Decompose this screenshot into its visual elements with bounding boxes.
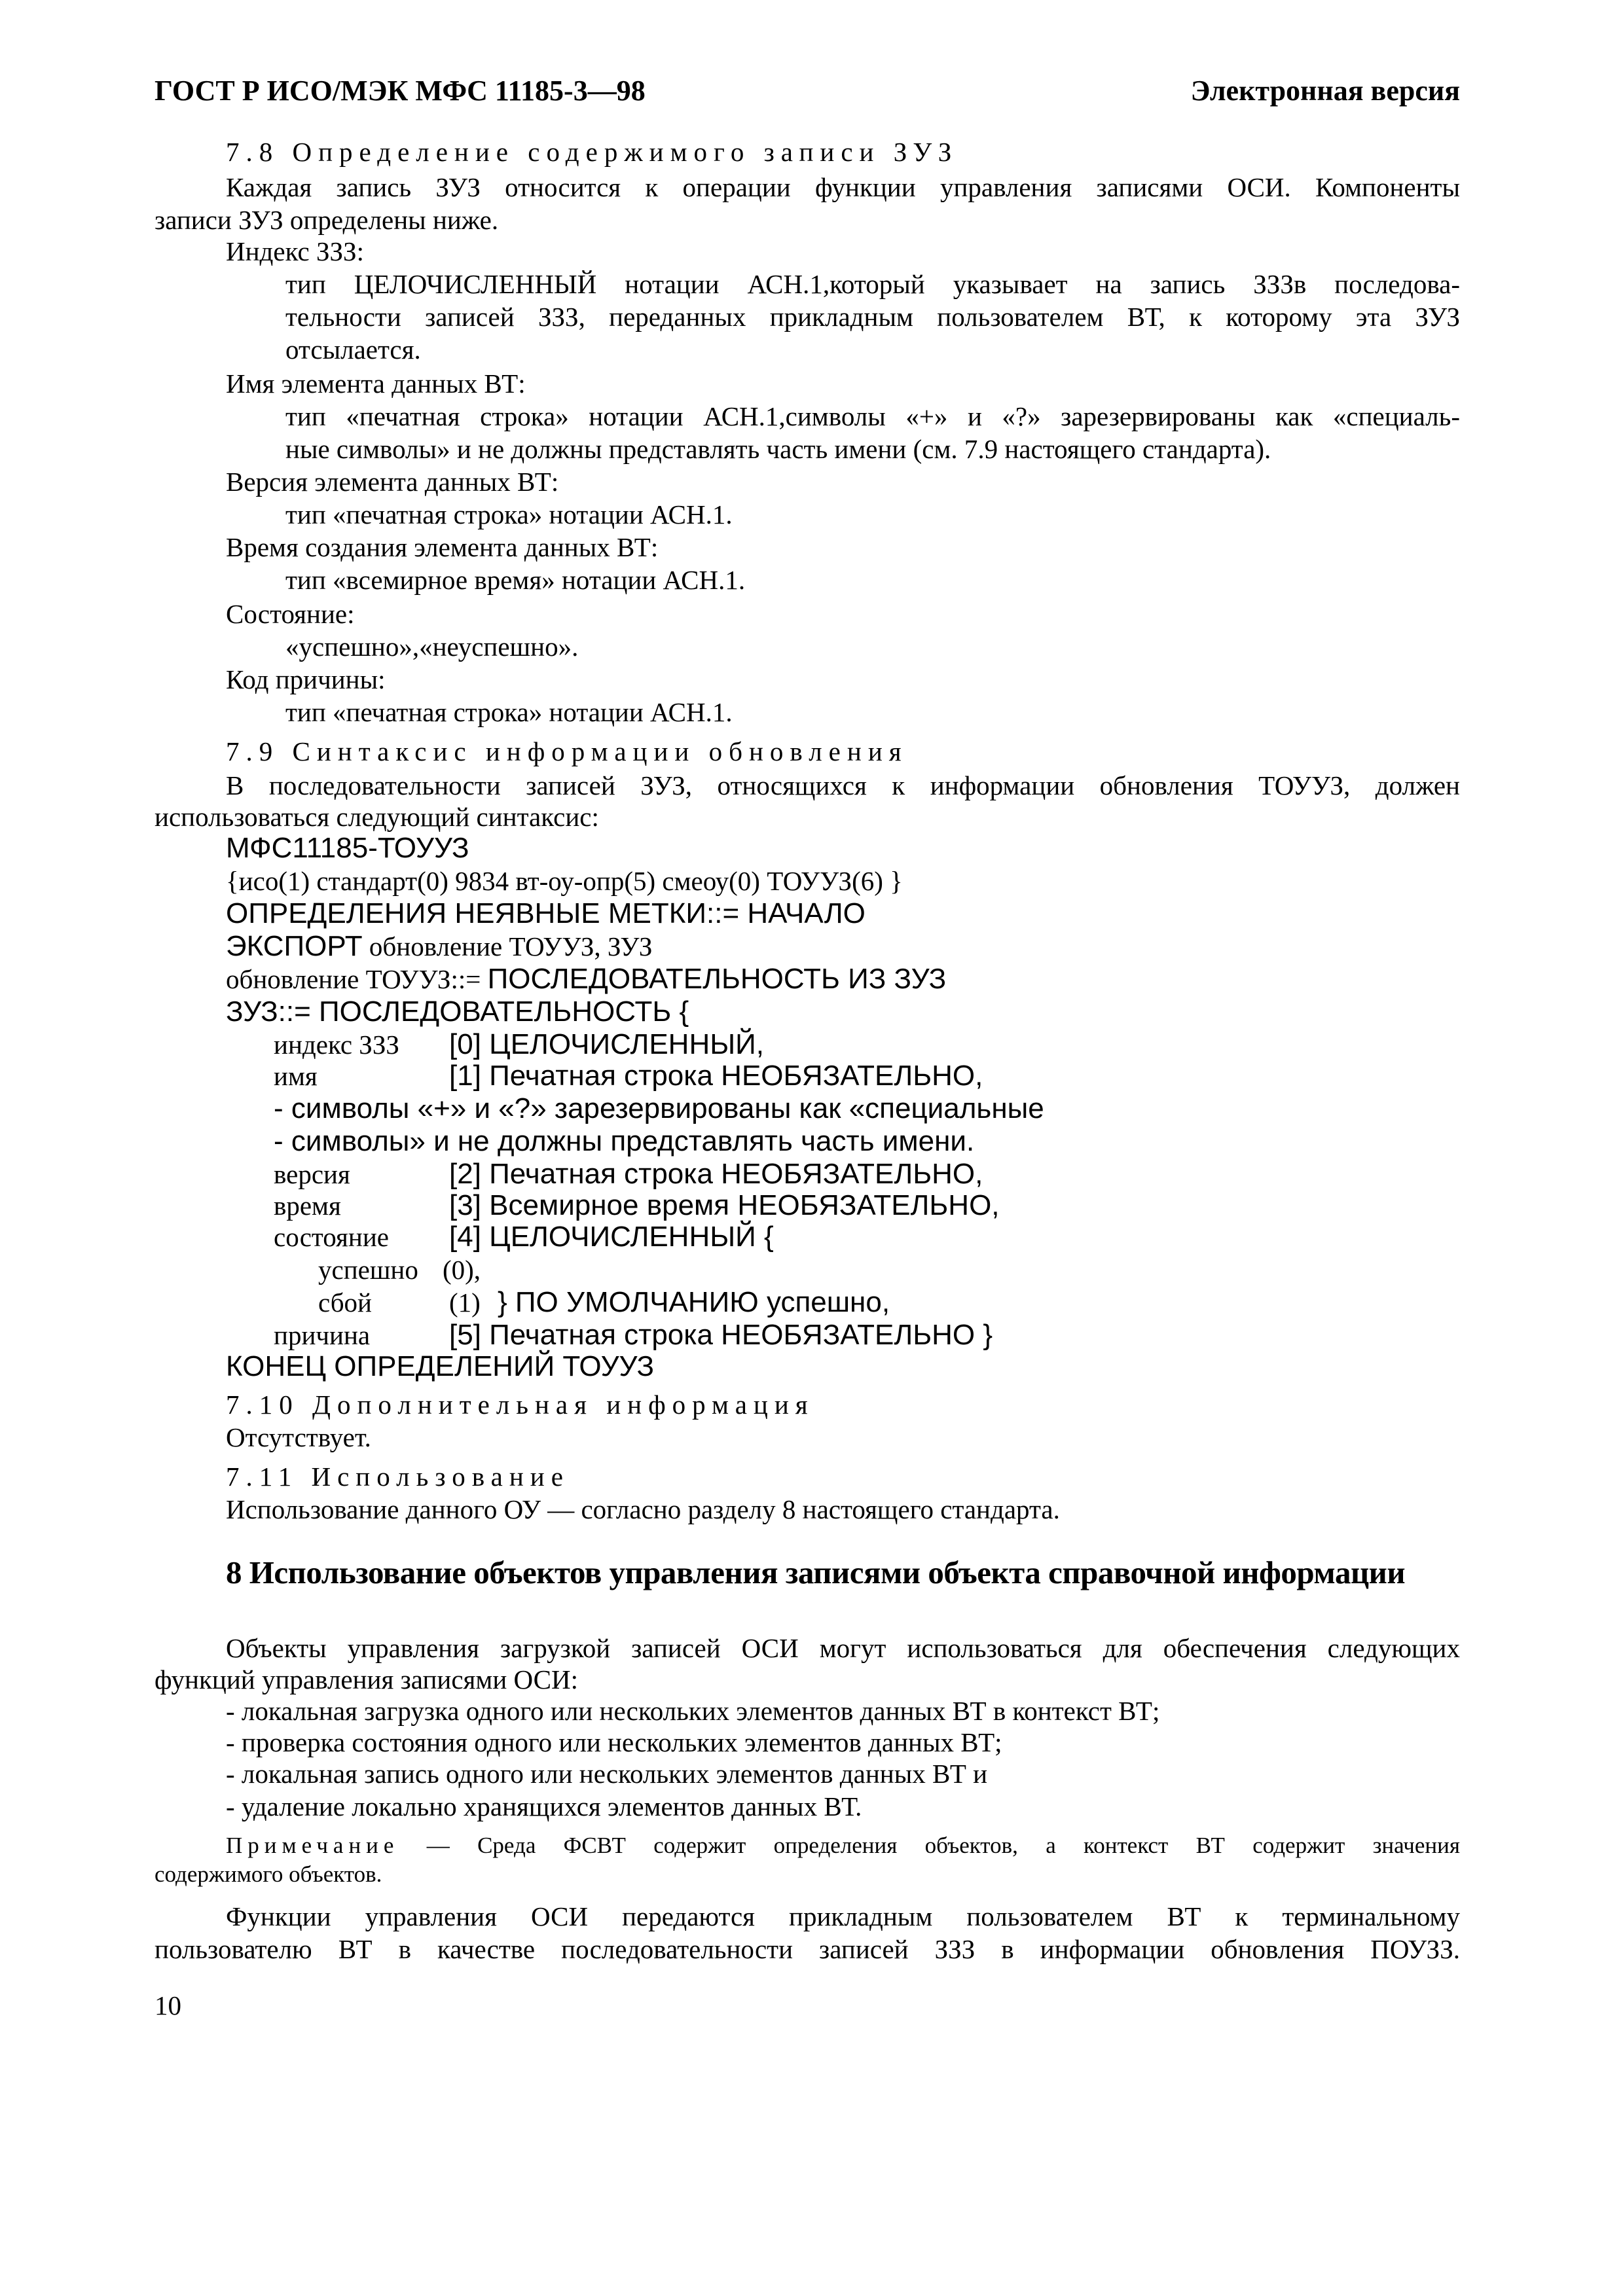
s79-para-line1: В последовательности записей ЗУЗ, относящихся к информации обновления ТОУУЗ, должен	[226, 770, 1460, 800]
row-time-type: [3] Всемирное время НЕОБЯЗАТЕЛЬНО,	[449, 1189, 1000, 1221]
field-index-desc-1: тип ЦЕЛОЧИСЛЕННЫЙ нотации АСН.1,который указывает на запись ЗЗЗв последова-	[285, 269, 1460, 299]
s8-para2-line1: Функции управления ОСИ передаются прикладным пользователем ВТ к терминальному	[226, 1901, 1460, 1931]
row-index-type: [0] ЦЕЛОЧИСЛЕННЫЙ,	[449, 1028, 765, 1060]
s8-para2-line2: пользователю ВТ в качестве последовательности записей ЗЗЗ в информации обновления ПОУЗЗ.	[155, 1934, 1460, 1964]
comment-line-1: - символы «+» и «?» зарезервированы как «специальные	[274, 1092, 1044, 1124]
row-state-type: [4] ЦЕЛОЧИСЛЕННЫЙ {	[449, 1221, 774, 1253]
note-line-2: содержимого объектов.	[155, 1861, 382, 1887]
section-7-8-title: 7.8 Определение содержимого записи ЗУЗ	[226, 137, 958, 167]
section-7-9-title: 7.9 Синтаксис информации обновления	[226, 736, 908, 766]
page-number: 10	[155, 1990, 181, 2020]
enum-success-name: успешно	[318, 1255, 418, 1285]
section-7-10-text: Отсутствует.	[226, 1422, 371, 1452]
field-reason-desc: тип «печатная строка» нотации АСН.1.	[285, 697, 733, 727]
field-name-label: Имя элемента данных ВТ:	[226, 368, 526, 399]
s78-para-line2: записи ЗУЗ определены ниже.	[155, 205, 499, 235]
zuz-sequence-open: ЗУЗ::= ПОСЛЕДОВАТЕЛЬНОСТЬ {	[226, 996, 689, 1028]
field-name-desc-2: ные символы» и не должны представлять часть имени (см. 7.9 настоящего стандарта).	[285, 434, 1271, 464]
comment-line-2: - символы» и не должны представлять часть имени.	[274, 1125, 975, 1157]
module-oid: {исо(1) стандарт(0) 9834 вт-оу-опр(5) смеоу(0) ТОУУЗ(6) }	[226, 866, 903, 896]
row-version-type: [2] Печатная строка НЕОБЯЗАТЕЛЬНО,	[449, 1158, 983, 1190]
s78-para-line1: Каждая запись ЗУЗ относится к операции функции управления записями ОСИ. Компоненты	[226, 172, 1460, 202]
exports-keyword: ЭКСПОРТ	[226, 930, 363, 962]
note-label: Примечание	[226, 1833, 399, 1858]
note-text: — Среда ФСВТ содержит определения объектов, а контекст ВТ содержит значения	[399, 1833, 1460, 1858]
row-version-name: версия	[274, 1159, 350, 1189]
s8-list-item-4: - удаление локально хранящихся элементов данных ВТ.	[226, 1791, 862, 1821]
row-reason-name: причина	[274, 1320, 371, 1350]
section-7-11-text: Использование данного ОУ — согласно разделу 8 настоящего стандарта.	[226, 1494, 1060, 1524]
s8-list-item-3: - локальная запись одного или нескольких элементов данных ВТ и	[226, 1759, 988, 1789]
field-name-desc-1: тип «печатная строка» нотации АСН.1,символы «+» и «?» зарезервированы как «специаль-	[285, 401, 1460, 431]
row-index-name: индекс ЗЗЗ	[274, 1030, 399, 1060]
row-state-name: состояние	[274, 1222, 389, 1252]
field-state-desc: «успешно»,«неуспешно».	[285, 632, 579, 662]
exports-list: обновление ТОУУЗ, ЗУЗ	[362, 931, 653, 961]
s8-list-item-1: - локальная загрузка одного или нескольких элементов данных ВТ в контекст ВТ;	[226, 1696, 1160, 1726]
module-name: МФС11185-ТОУУЗ	[226, 832, 469, 864]
enum-fail-value: (1)	[449, 1287, 481, 1318]
row-name-name: имя	[274, 1061, 318, 1091]
enum-default: } ПО УМОЛЧАНИЮ успешно,	[498, 1286, 890, 1318]
field-index-desc-2: тельности записей ЗЗЗ, переданных прикладным пользователем ВТ, к которому эта ЗУЗ	[285, 302, 1460, 332]
row-reason-type: [5] Печатная строка НЕОБЯЗАТЕЛЬНО }	[449, 1319, 993, 1351]
s8-para1-line2: функций управления записями ОСИ:	[155, 1664, 578, 1695]
enum-fail-name: сбой	[318, 1287, 372, 1318]
enum-success-value: (0),	[443, 1255, 481, 1285]
note-line-1	[226, 1831, 1460, 1860]
field-index-label: Индекс ЗЗЗ:	[226, 236, 364, 266]
field-time-desc: тип «всемирное время» нотации АСН.1.	[285, 565, 746, 595]
field-version-desc: тип «печатная строка» нотации АСН.1.	[285, 499, 733, 529]
definitions-end: КОНЕЦ ОПРЕДЕЛЕНИЙ ТОУУЗ	[226, 1350, 655, 1382]
s79-para-line2: использоваться следующий синтаксис:	[155, 802, 599, 832]
section-7-10-title: 7.10 Дополнительная информация	[226, 1390, 814, 1420]
field-index-desc-3: отсылается.	[285, 334, 421, 365]
update-type-name: обновление ТОУУЗ::=	[226, 964, 488, 994]
s8-list-item-2: - проверка состояния одного или нескольких элементов данных ВТ;	[226, 1727, 1002, 1757]
exports-line	[226, 931, 652, 962]
row-time-name: время	[274, 1191, 341, 1221]
s8-para1-line1: Объекты управления загрузкой записей ОСИ могут использоваться для обеспечения следующих	[226, 1633, 1460, 1663]
edition-label: Электронная версия	[1190, 75, 1460, 107]
field-time-label: Время создания элемента данных ВТ:	[226, 532, 659, 562]
document-code: ГОСТ Р ИСО/МЭК МФС 11185-3—98	[155, 75, 646, 107]
field-version-label: Версия элемента данных ВТ:	[226, 467, 559, 497]
definitions-begin: ОПРЕДЕЛЕНИЯ НЕЯВНЫЕ МЕТКИ::= НАЧАЛО	[226, 897, 866, 929]
update-type-def: ПОСЛЕДОВАТЕЛЬНОСТЬ ИЗ ЗУЗ	[487, 963, 947, 995]
field-state-label: Состояние:	[226, 599, 355, 629]
row-name-type: [1] Печатная строка НЕОБЯЗАТЕЛЬНО,	[449, 1060, 983, 1092]
section-8-heading: 8 Использование объектов управления записями объекта справочной информации	[226, 1554, 1406, 1590]
field-reason-label: Код причины:	[226, 664, 386, 694]
update-type-line	[226, 963, 946, 995]
section-7-11-title: 7.11 Использование	[226, 1462, 570, 1492]
